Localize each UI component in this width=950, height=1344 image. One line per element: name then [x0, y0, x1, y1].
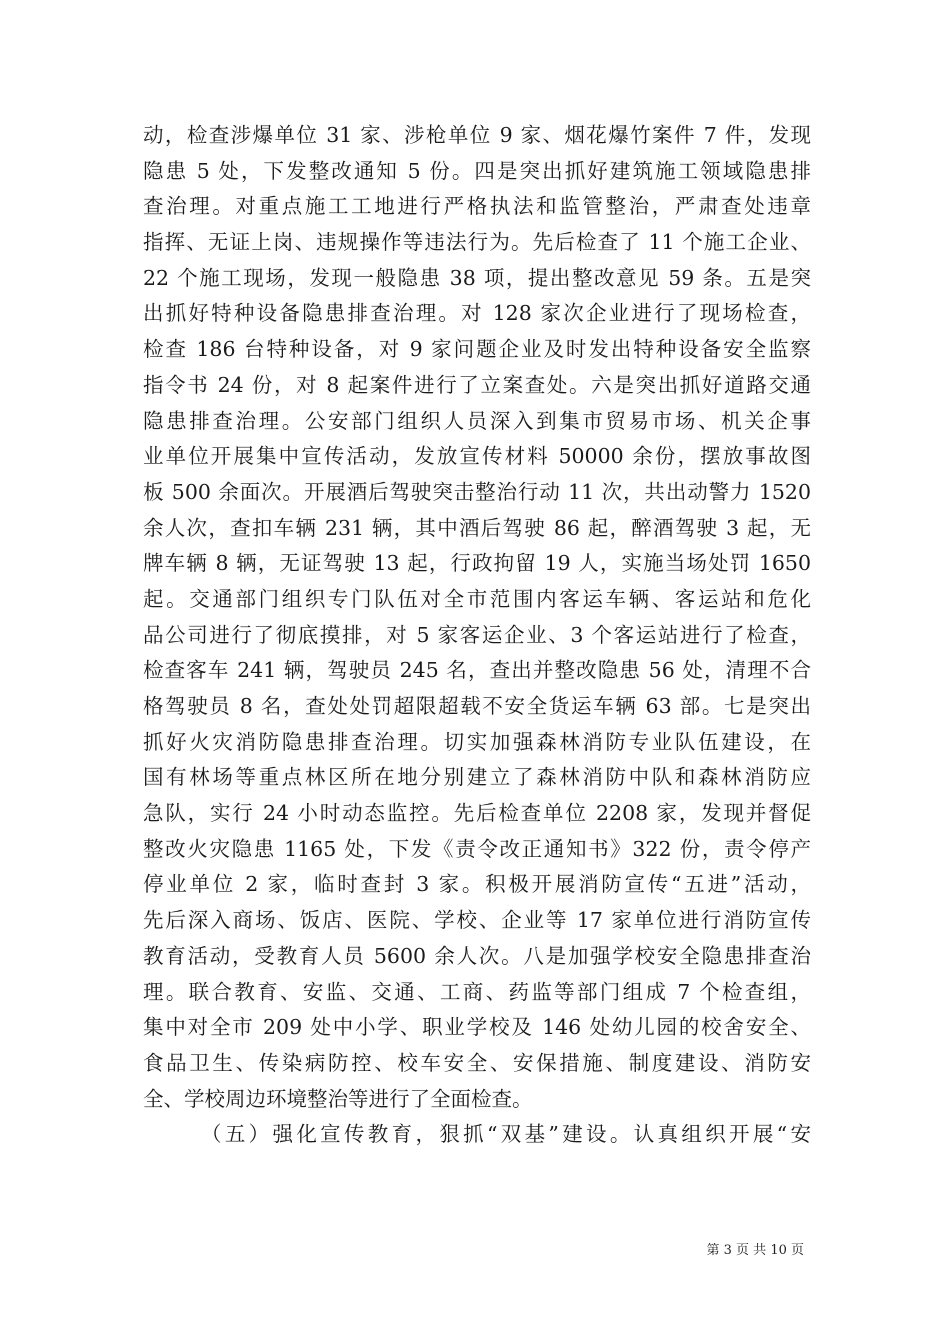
text-line: 教育活动，受教育人员 5600 余人次。八是加强学校安全隐患排查治 [143, 943, 811, 968]
text-line: 牌车辆 8 辆，无证驾驶 13 起，行政拘留 19 人，实施当场处罚 1650 [143, 551, 811, 576]
text-line: 动，检查涉爆单位 31 家、涉枪单位 9 家、烟花爆竹案件 7 件，发现 [143, 123, 811, 147]
text-line: 隐患 5 处，下发整改通知 5 份。四是突出抓好建筑施工领域隐患排 [143, 158, 811, 183]
text-line: 抓好火灾消防隐患排查治理。切实加强森林消防专业队伍建设，在 [143, 729, 811, 754]
text-line: 出抓好特种设备隐患排查治理。对 128 家次企业进行了现场检查， [143, 301, 811, 326]
text-line: 先后深入商场、饭店、医院、学校、企业等 17 家单位进行消防宣传 [143, 908, 811, 933]
text-line: 查治理。对重点施工工地进行严格执法和监管整治，严肃查处违章 [143, 194, 811, 219]
text-line: 指令书 24 份，对 8 起案件进行了立案查处。六是突出抓好道路交通 [143, 372, 811, 397]
text-line: 整改火灾隐患 1165 处，下发《责令改正通知书》322 份，责令停产 [143, 836, 811, 861]
text-line: 板 500 余面次。开展酒后驾驶突击整治行动 11 次，共出动警力 1520 [143, 479, 811, 504]
text-line: 隐患排查治理。公安部门组织人员深入到集市贸易市场、机关企事 [143, 408, 811, 433]
text-line: 指挥、无证上岗、违规操作等违法行为。先后检查了 11 个施工企业、 [143, 230, 811, 255]
text-line: 理。联合教育、安监、交通、工商、药监等部门组成 7 个检查组， [143, 979, 811, 1004]
text-line: 业单位开展集中宣传活动，发放宣传材料 50000 余份，摆放事故图 [143, 444, 811, 469]
body-paragraphs [143, 118, 811, 1153]
section-heading-line: （五）强化宣传教育，狠抓“双基”建设。认真组织开展“安 [201, 1122, 811, 1147]
text-line: 急队，实行 24 小时动态监控。先后检查单位 2208 家，发现并督促 [143, 801, 811, 826]
text-line: 全、学校周边环境整治等进行了全面检查。 [143, 1086, 533, 1111]
page-number: 第 3 页 共 10 页 [706, 1243, 804, 1258]
text-line: 集中对全市 209 处中小学、职业学校及 146 处幼儿园的校舍安全、 [143, 1015, 811, 1040]
text-line: 停业单位 2 家，临时查封 3 家。积极开展消防宣传“五进”活动， [143, 872, 811, 897]
text-line: 22 个施工现场，发现一般隐患 38 项，提出整改意见 59 条。五是突 [143, 265, 811, 290]
text-line: 起。交通部门组织专门队伍对全市范围内客运车辆、客运站和危化 [143, 586, 811, 611]
text-line: 国有林场等重点林区所在地分别建立了森林消防中队和森林消防应 [143, 765, 811, 790]
text-line: 品公司进行了彻底摸排，对 5 家客运企业、3 个客运站进行了检查， [143, 622, 811, 647]
text-line: 检查 186 台特种设备，对 9 家问题企业及时发出特种设备安全监察 [143, 337, 811, 362]
text-line: 格驾驶员 8 名，查处处罚超限超载不安全货运车辆 63 部。七是突出 [143, 694, 811, 718]
text-line: 检查客车 241 辆，驾驶员 245 名，查出并整改隐患 56 处，清理不合 [143, 658, 811, 683]
text-line: 余人次，查扣车辆 231 辆，其中酒后驾驶 86 起，醉酒驾驶 3 起，无 [143, 515, 811, 540]
text-line: 食品卫生、传染病防控、校车安全、安保措施、制度建设、消防安 [143, 1050, 811, 1075]
